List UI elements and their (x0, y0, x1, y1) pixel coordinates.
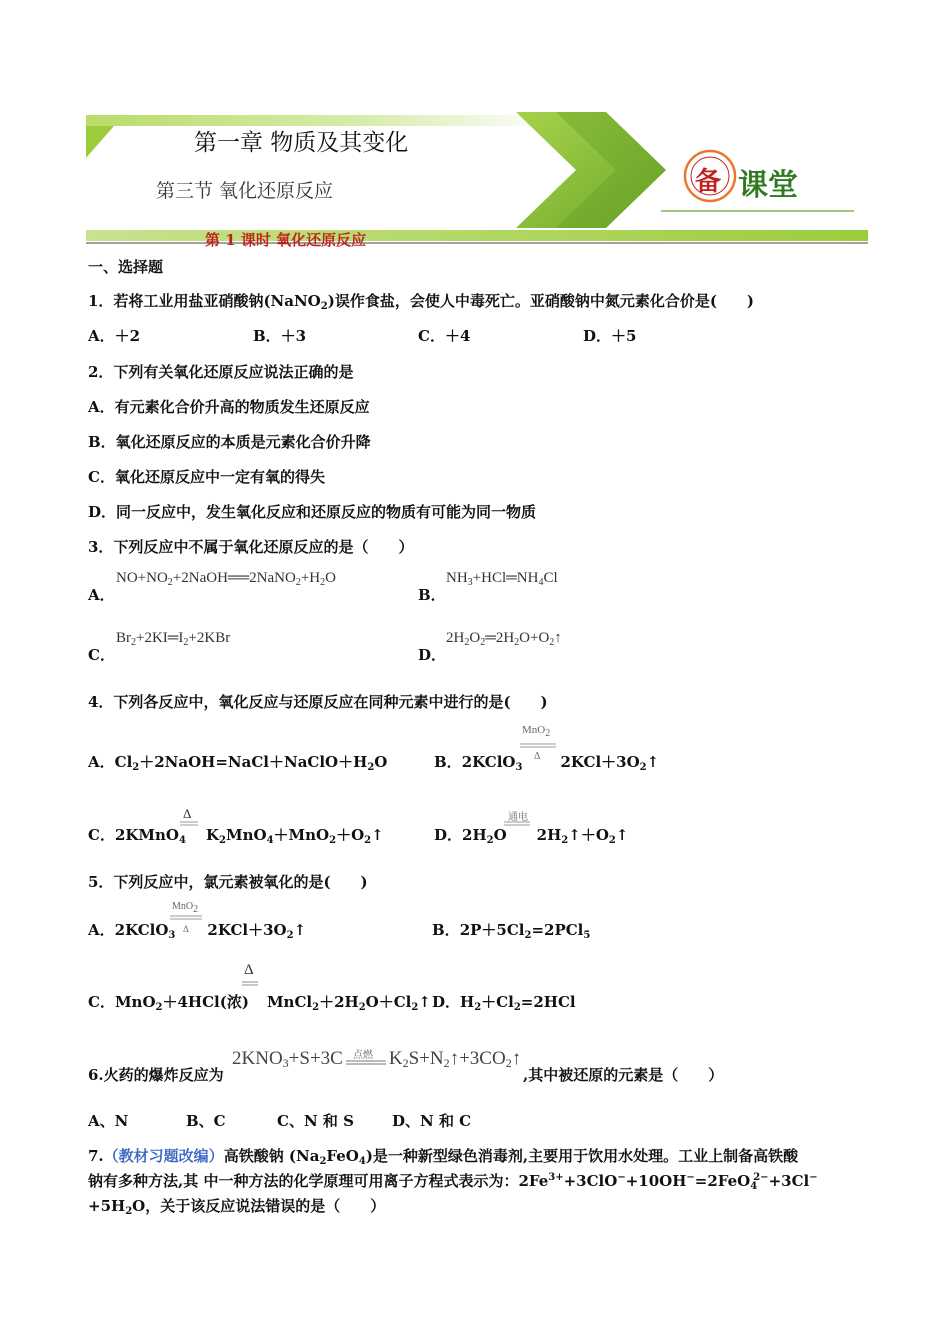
q2-option-a: A．有元素化合价升高的物质发生还原反应 (88, 398, 370, 416)
q7-source-tag: （教材习题改编） (103, 1147, 224, 1165)
q6-option-b: B、C (186, 1112, 226, 1130)
q4d-reaction-arrow (504, 821, 530, 827)
q3-label-c: C． (88, 646, 115, 664)
q4c-heat: Δ (183, 806, 192, 821)
q1-option-d: D．＋5 (583, 327, 637, 345)
q6-ignite: 点燃 (353, 1050, 373, 1061)
q5-option-c: C．MnO$_2$＋4HCl(浓) $MnCl_2+2H_2O+Cl_2↑$ (88, 993, 431, 1013)
q4-option-a: A．$Cl_2+2NaOH=NaCl+NaClO+H_2O$ (88, 753, 388, 773)
q3-equation-d: $2H_2O_2═2H_2O+O_2↑$ (446, 630, 562, 648)
q4c-reaction-arrow (180, 821, 198, 827)
q4b-catalyst: MnO$_2$ (522, 724, 551, 739)
q5a-heat: Δ (183, 924, 189, 934)
question-3-stem: 3．下列反应中不属于氧化还原反应的是（ ） (88, 538, 414, 556)
logo-badge: 备 (695, 167, 722, 197)
question-1-stem: 1．若将工业用盐亚硝酸钠(NaNO$_2$)误作食盐，会使人中毒死亡。亚硝酸钠中氮元素化合价是( ) (88, 292, 755, 312)
chapter-title: 第一章 物质及其变化 (194, 130, 409, 156)
q5-option-d: D．$H_2+Cl_2=2HCl$ (432, 993, 576, 1013)
q4b-heat: Δ (534, 751, 541, 762)
lesson-title: 第 1 课时 氧化还原反应 (205, 231, 367, 249)
q6-option-d: D、N 和 C (392, 1112, 472, 1130)
q3-equation-c: $Br_2+2KI═I_2+2KBr$ (116, 630, 231, 648)
question-4-stem: 4．下列各反应中，氧化反应与还原反应在同种元素中进行的是( ) (88, 693, 548, 711)
question-6-suffix: ,其中被还原的元素是（ ） (523, 1066, 724, 1084)
q3-label-b: B． (418, 586, 446, 604)
q4b-reaction-arrow (520, 743, 556, 749)
q5-option-b: B．$2P+5Cl_2=2PCl_5$ (432, 921, 591, 941)
question-7-line-2: 钠有多种方法,其 中一种方法的化学原理可用离子方程式表示为：$2Fe^{3+}+3ClO^-+10OH^-=2FeO_4^{2-}+3Cl^-$ (88, 1172, 818, 1192)
q1-option-a: A．＋2 (88, 327, 141, 345)
q5a-reaction-arrow (170, 915, 202, 921)
q6-equation: $2KNO_3+S+3C$ $K_2S+N_2↑+3CO_2↑$ (232, 1048, 522, 1070)
q1-option-c: C．＋4 (418, 327, 471, 345)
question-5-stem: 5．下列反应中，氯元素被氧化的是( ) (88, 873, 368, 891)
section-heading: 一、选择题 (88, 258, 164, 276)
q2-option-c: C．氧化还原反应中一定有氧的得失 (88, 468, 325, 486)
q2-option-b: B．氧化还原反应的本质是元素化合价升降 (88, 433, 371, 451)
q1-option-b: B．＋3 (253, 327, 307, 345)
question-7-line-1: 7.（教材习题改编）高铁酸钠 $(Na_2FeO_4)$是一种新型绿色消毒剂,主要用于饮用水处理。工业上制备高铁酸 (88, 1147, 799, 1167)
q4-option-d: D．$2H_2O$ $2H_2↑+O_2↑$ (434, 826, 629, 846)
q5c-reaction-arrow (242, 981, 258, 987)
q4d-electrolysis: 通电 (508, 812, 528, 823)
q5c-heat: Δ (244, 962, 254, 978)
q3-label-d: D． (418, 646, 447, 664)
question-7-line-3: $+5H_2O$，关于该反应说法错误的是（ ） (88, 1197, 386, 1217)
q6-reaction-arrow (346, 1060, 386, 1066)
q3-label-a: A． (88, 586, 115, 604)
section-title: 第三节 氧化还原反应 (156, 180, 334, 202)
q6-option-c: C、N 和 S (277, 1112, 354, 1130)
q3-equation-a: $NO+NO_2+2NaOH══2NaNO_2+H_2O$ (116, 570, 336, 588)
q4-option-b: B．2KClO$_3$ $2KCl+3O_2↑$ (434, 753, 660, 773)
q2-option-d: D．同一反应中，发生氧化反应和还原反应的物质有可能为同一物质 (88, 503, 537, 521)
q6-option-a: A、N (88, 1112, 129, 1130)
q3-equation-b: $NH_3+HCl═NH_4Cl$ (446, 570, 558, 588)
question-2-stem: 2．下列有关氧化还原反应说法正确的是 (88, 363, 354, 381)
question-6-prefix: 6.火药的爆炸反应为 (88, 1066, 224, 1084)
logo-text: 课堂 (738, 168, 798, 203)
q5a-catalyst: MnO$_2$ (172, 901, 199, 915)
q5-option-a: A．2KClO$_3$ $2KCl+3O_2↑$ (88, 921, 307, 941)
q4-option-c: C．2KMnO$_4$ $K_2MnO_4+MnO_2+O_2↑$ (88, 826, 384, 846)
